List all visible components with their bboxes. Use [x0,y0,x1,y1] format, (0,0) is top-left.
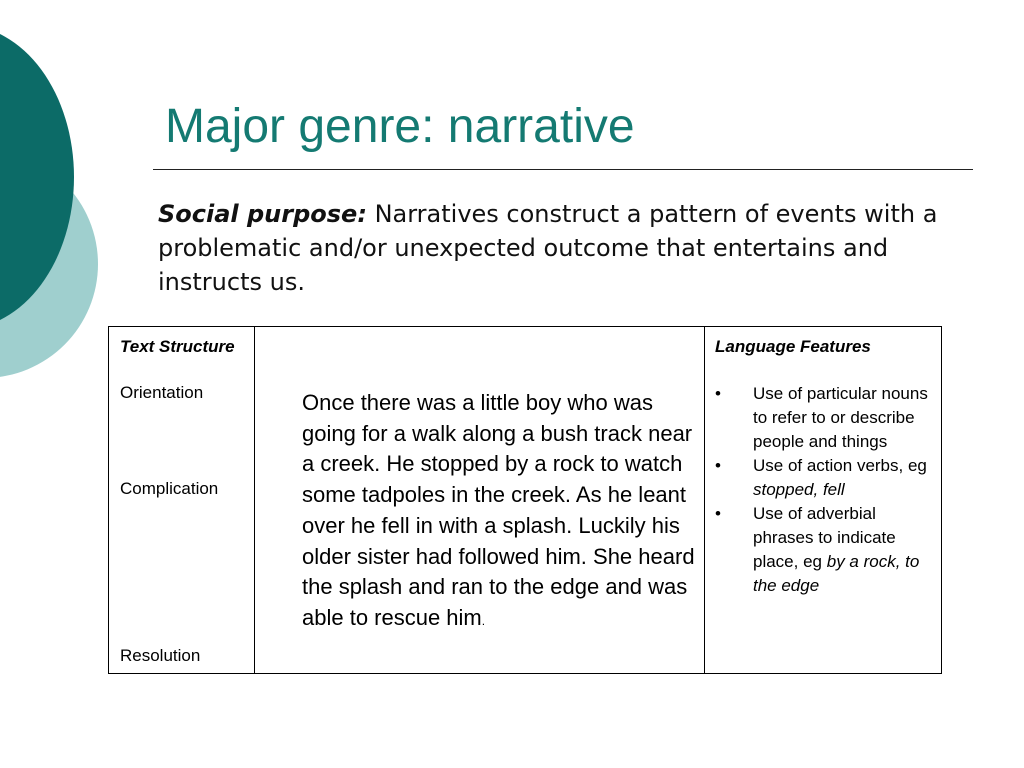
example-narrative-body: Once there was a little boy who was going for a walk along a bush track near a creek. He stopped by a rock to watch some tadpoles in the creek. As he leant over he fell in with a splash. Luckily his older sister had followed him. She heard the splash and ran to the edge and was able to rescue him [302,390,695,630]
social-purpose-label: Social purpose: [158,200,367,228]
bullet-icon: • [715,504,721,523]
language-features-list [715,382,935,598]
social-purpose-text: Narratives construct a pattern of events with a problematic and/or unexpected outcome that entertains and instructs us. [158,200,938,296]
feature-examples: stopped, fell [753,480,845,499]
bullet-icon: • [715,384,721,403]
social-purpose-paragraph [158,197,958,299]
language-features-heading: Language Features [715,337,871,356]
stage-complication: Complication [120,479,219,498]
feature-text: Use of adverbial phrases to indicate place, eg [753,504,896,571]
list-item [715,382,935,454]
table-row [109,327,942,674]
feature-text: Use of particular nouns to refer to or describe people and things [753,384,928,451]
stage-orientation: Orientation [120,383,204,402]
text-structure-cell [109,327,255,674]
example-narrative-cell [255,327,705,674]
title-divider [153,169,973,170]
text-structure-heading: Text Structure [120,337,235,356]
narrative-structure-table [108,326,942,674]
bullet-icon: • [715,456,721,475]
feature-text: Use of action verbs, eg [753,456,927,475]
stage-resolution: Resolution [120,646,201,665]
example-narrative-end-mark: . [481,613,486,628]
feature-examples: by a rock, to the edge [753,552,920,595]
list-item [715,454,935,502]
list-item [715,502,935,598]
slide-title: Major genre: narrative [165,100,635,153]
language-features-cell [705,327,942,674]
example-narrative-text [302,388,697,637]
